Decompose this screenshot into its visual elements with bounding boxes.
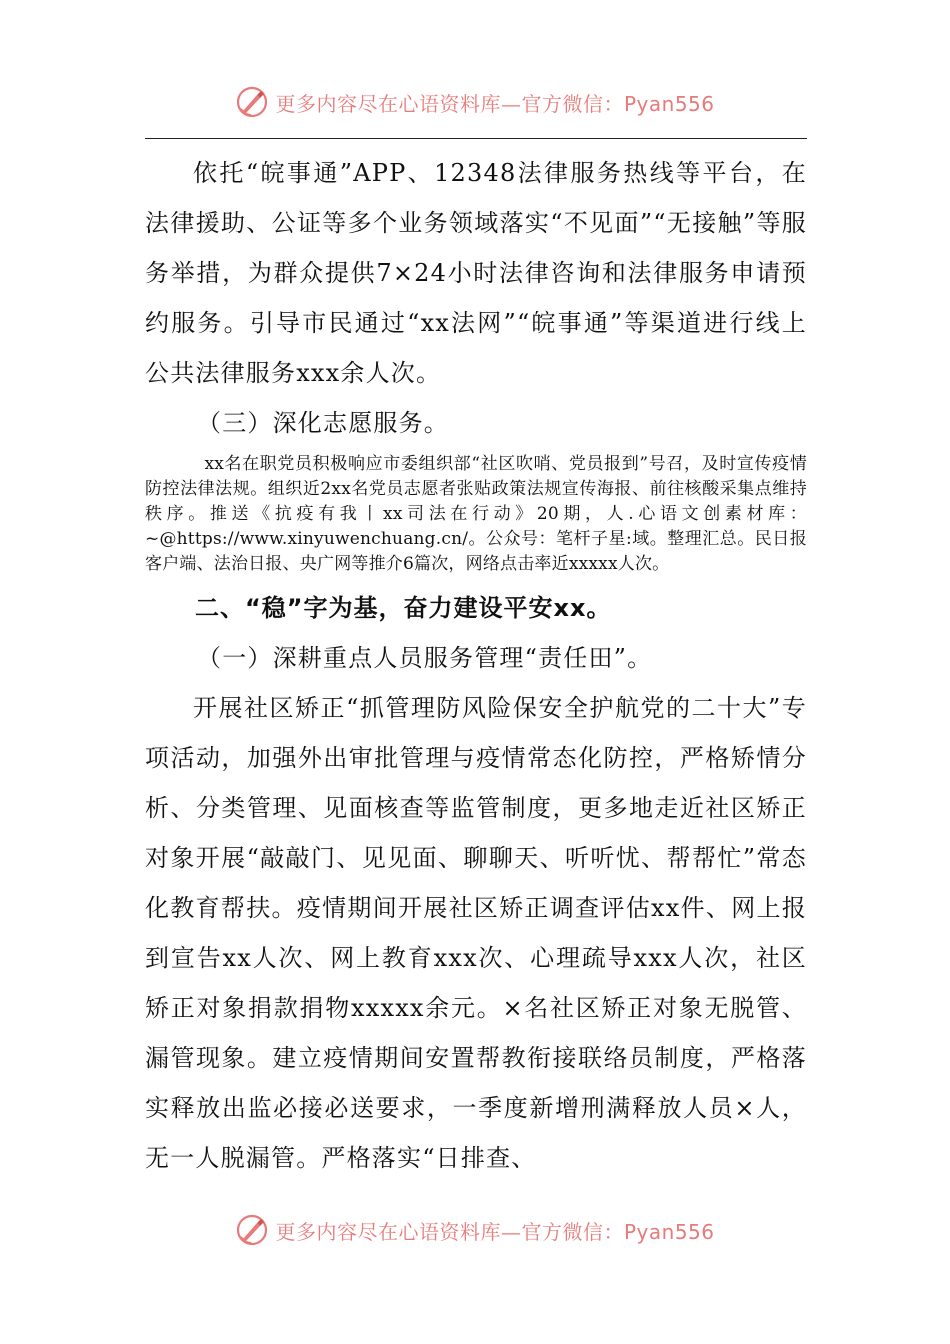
pen-seal-logo-icon [235, 85, 269, 119]
pen-seal-logo-icon [235, 1213, 269, 1247]
subheading-volunteer-service: （三）深化志愿服务。 [197, 409, 449, 437]
paragraph-community-correction: 开展社区矫正“抓管理防风险保安全护航党的二十大”专项活动，加强外出审批管理与疫情常态化防控，严格矫情分析、分类管理、见面核查等监管制度，更多地走近社区矫正对象开展“敲敲门、见见面、聊聊天、听听忧、帮帮忙”常态化教育帮扶。疫情期间开展社区矫正调查评估xx件、网上报到宣告xx人次、网上教育xxx次、心理疏导xxx人次，社区矫正对象捐款捐物xxxxx余元。×名社区矫正对象无脱管、漏管现象。建立疫情期间安置帮教衔接联络员制度，严格落实释放出监必接必送要求，一季度新增刑满释放人员×人，无一人脱漏管。严格落实“日排查、 [145, 694, 807, 1172]
footer-banner-text: 更多内容尽在心语资料库—官方微信：Pyan556 [275, 1219, 715, 1244]
header-divider [145, 138, 807, 139]
header-banner [0, 82, 950, 122]
footer-banner [0, 1210, 950, 1250]
section-heading-stability: 二、“稳”字为基，奋力建设平安xx。 [195, 594, 612, 622]
paragraph-online-services: 依托“皖事通”APP、12348法律服务热线等平台，在法律援助、公证等多个业务领域落实“不见面”“无接触”等服务举措，为群众提供7×24小时法律咨询和法律服务申请预约服务。引导市民通过“xx法网”“皖事通”等渠道进行线上公共法律服务xxx余人次。 [145, 159, 807, 387]
subheading-key-personnel: （一）深耕重点人员服务管理“责任田”。 [197, 644, 653, 672]
document-body [145, 148, 807, 1183]
footer-banner-contact: Pyan556 [623, 1219, 715, 1244]
paragraph-volunteer-details: xx名在职党员积极响应市委组织部“社区吹哨、党员报到”号召，及时宣传疫情防控法律法规。组织近2xx名党员志愿者张贴政策法规宣传海报、前往核酸采集点维持秩序。推送《抗疫有我丨xx司法在行动》20期，人.心语文创素材库：~@https://www.xinyuwenchuang.cn/。公众号：笔杆子星:域。整理汇总。民日报客户端、法治日报、央广网等推介6篇次，网络点击率近xxxxx人次。 [145, 454, 807, 574]
header-banner-contact: Pyan556 [623, 91, 715, 116]
header-banner-text: 更多内容尽在心语资料库—官方微信：Pyan556 [275, 91, 715, 116]
